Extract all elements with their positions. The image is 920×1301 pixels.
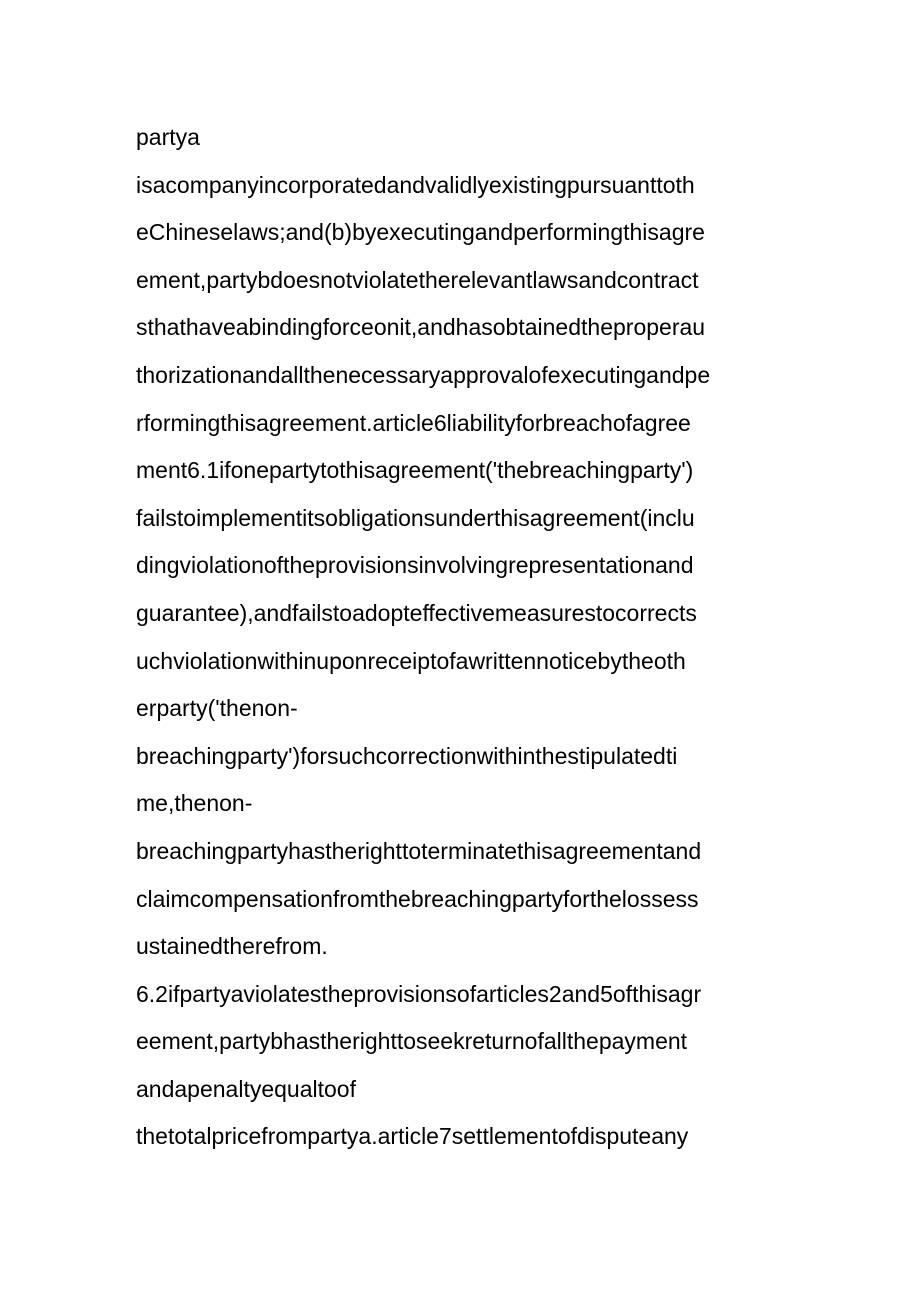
document-line: dingviolationoftheprovisionsinvolvingrepresentationand <box>136 552 694 579</box>
document-line: uchviolationwithinuponreceiptofawrittennoticebytheoth <box>136 647 686 674</box>
document-line: me,thenon- <box>136 790 253 817</box>
document-body <box>136 117 796 1164</box>
document-line: breachingpartyhastherighttoterminatethisagreementand <box>136 837 702 864</box>
document-line: sthathaveabindingforceonit,andhasobtainedtheproperau <box>136 314 706 341</box>
document-line: failstoimplementitsobligationsunderthisagreement(inclu <box>136 504 695 531</box>
document-line: ustainedtherefrom. <box>136 933 328 960</box>
document-line: breachingparty')forsuchcorrectionwithinthestipulatedti <box>136 742 678 769</box>
document-line: 6.2ifpartyaviolatestheprovisionsofarticles2and5ofthisagr <box>136 980 702 1007</box>
document-line: partya <box>136 124 200 150</box>
document-line: isacompanyincorporatedandvalidlyexistingpursuanttoth <box>136 171 695 198</box>
document-line: ment6.1ifonepartytothisagreement('thebreachingparty') <box>136 457 694 484</box>
document-line: ement,partybdoesnotviolatetherelevantlawsandcontract <box>136 266 699 293</box>
document-line: thetotalpricefrompartya.article7settlementofdisputeany <box>136 1123 689 1150</box>
document-line: claimcompensationfromthebreachingpartyforthelossess <box>136 885 699 912</box>
document-line: eChineselaws;and(b)byexecutingandperformingthisagre <box>136 219 705 246</box>
document-line: rformingthisagreement.article6liabilityforbreachofagree <box>136 409 691 436</box>
document-line: andapenaltyequaltoof <box>136 1075 356 1102</box>
document-line: erparty('thenon- <box>136 695 298 722</box>
document-line: guarantee),andfailstoadopteffectivemeasurestocorrects <box>136 599 697 626</box>
document-line: thorizationandallthenecessaryapprovalofexecutingandpe <box>136 361 711 388</box>
document-line: eement,partybhastherighttoseekreturnofallthepayment <box>136 1028 688 1055</box>
